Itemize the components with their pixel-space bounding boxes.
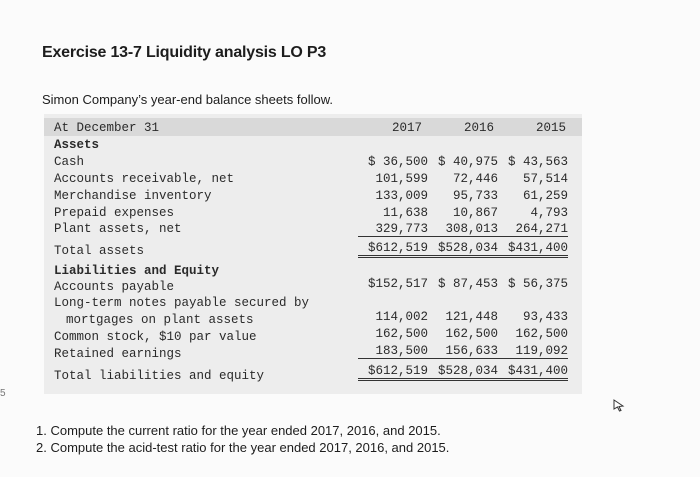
prepaid-2016: 10,867: [452, 206, 498, 220]
total-le-2015: $431,400: [498, 364, 568, 381]
cash-2015: $ 43,563: [507, 155, 568, 169]
total-assets-2015: $431,400: [498, 241, 568, 258]
row-label-accounts-payable: Accounts payable: [54, 280, 175, 294]
retained-2015: 119,092: [498, 344, 568, 359]
retained-2017: 183,500: [358, 344, 428, 359]
plant-2016: 308,013: [428, 222, 498, 237]
question-1: 1. Compute the current ratio for the year ended 2017, 2016, and 2015.: [36, 423, 441, 438]
stock-2016: 162,500: [445, 327, 498, 341]
row-label-total-liabilities-equity: Total liabilities and equity: [54, 369, 265, 383]
prepaid-2017: 11,638: [382, 206, 428, 220]
edge-mark: 5: [0, 388, 6, 399]
balance-sheet-table: [44, 114, 582, 394]
row-label-prepaid-expenses: Prepaid expenses: [54, 206, 175, 220]
row-label-common-stock: Common stock, $10 par value: [54, 330, 257, 344]
row-label-plant-assets: Plant assets, net: [54, 222, 182, 236]
row-label-retained-earnings: Retained earnings: [54, 347, 182, 361]
row-label-long-term-notes: Long-term notes payable secured by: [54, 296, 310, 310]
year-2016-header: 2016: [463, 121, 494, 135]
assets-heading: Assets: [54, 138, 100, 152]
year-2015-header: 2015: [535, 121, 566, 135]
ap-2015: $ 56,375: [507, 277, 568, 291]
mouse-cursor-icon: [612, 398, 626, 412]
header-label: At December 31: [54, 121, 160, 135]
total-le-2017: $612,519: [358, 364, 428, 381]
stock-2015: 162,500: [515, 327, 568, 341]
ap-2016: $ 87,453: [437, 277, 498, 291]
ar-2016: 72,446: [452, 172, 498, 186]
inventory-2015: 61,259: [522, 189, 568, 203]
intro-text: Simon Company’s year-end balance sheets follow.: [42, 92, 333, 107]
prepaid-2015: 4,793: [530, 206, 568, 220]
inventory-2017: 133,009: [375, 189, 428, 203]
row-label-mortgages: mortgages on plant assets: [66, 313, 254, 327]
row-label-total-assets: Total assets: [54, 244, 145, 258]
plant-2017: 329,773: [358, 222, 428, 237]
questions-list: [36, 422, 449, 456]
ap-2017: $152,517: [367, 277, 428, 291]
ar-2015: 57,514: [522, 172, 568, 186]
exercise-title: Exercise 13-7 Liquidity analysis LO P3: [42, 44, 327, 61]
cash-2017: $ 36,500: [367, 155, 428, 169]
ar-2017: 101,599: [375, 172, 428, 186]
table-header-row: [44, 118, 582, 136]
notes-2015: 93,433: [522, 310, 568, 324]
notes-2016: 121,448: [445, 310, 498, 324]
row-label-accounts-receivable: Accounts receivable, net: [54, 172, 235, 186]
year-2017-header: 2017: [391, 121, 422, 135]
row-label-cash: Cash: [54, 155, 85, 169]
stock-2017: 162,500: [375, 327, 428, 341]
notes-2017: 114,002: [375, 310, 428, 324]
retained-2016: 156,633: [428, 344, 498, 359]
total-assets-2016: $528,034: [428, 241, 498, 258]
plant-2015: 264,271: [498, 222, 568, 237]
row-label-merchandise-inventory: Merchandise inventory: [54, 189, 212, 203]
total-assets-2017: $612,519: [358, 241, 428, 258]
inventory-2016: 95,733: [452, 189, 498, 203]
liabilities-equity-heading: Liabilities and Equity: [54, 264, 220, 278]
question-2: 2. Compute the acid-test ratio for the year ended 2017, 2016, and 2015.: [36, 440, 450, 455]
total-le-2016: $528,034: [428, 364, 498, 381]
cash-2016: $ 40,975: [437, 155, 498, 169]
